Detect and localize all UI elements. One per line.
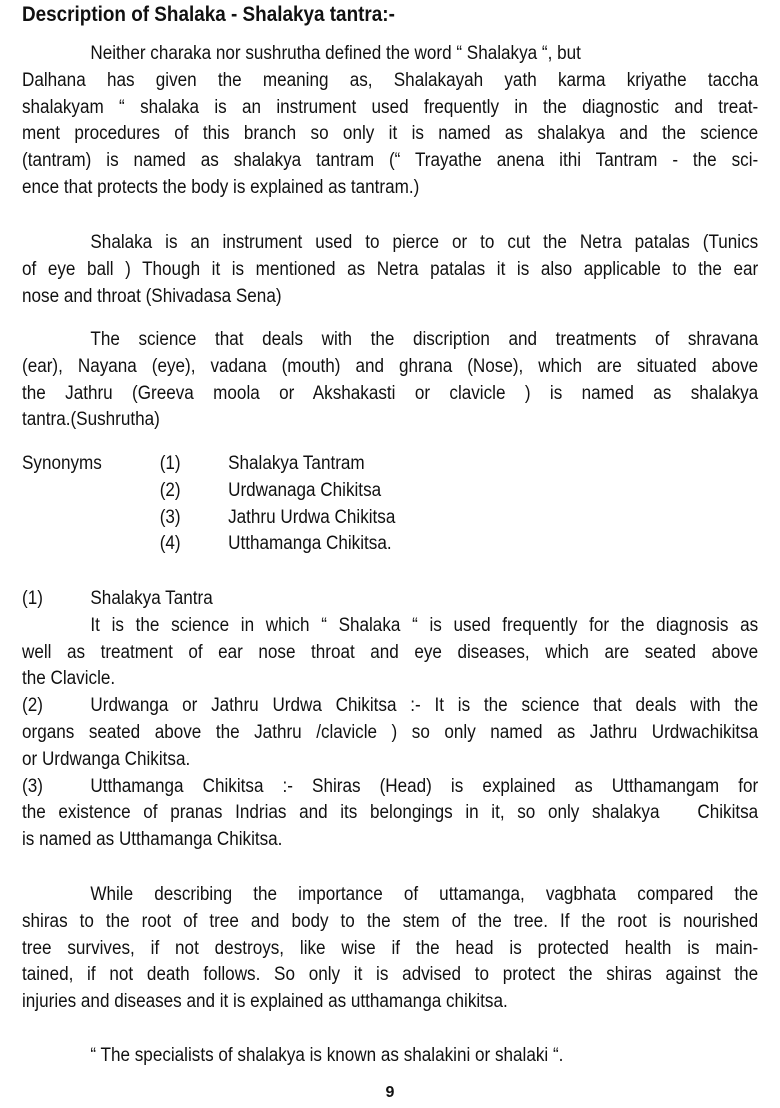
text-line: injuries and diseases and it is explained as utthamanga chikitsa. bbox=[22, 991, 508, 1013]
text-line: is named as Utthamanga Chikitsa. bbox=[22, 829, 283, 851]
list-number: (2) bbox=[22, 695, 43, 717]
text-line: tree survives, if not destroys, like wise if the head is protected health is main- bbox=[22, 937, 759, 959]
text-line: nose and throat (Shivadasa Sena) bbox=[22, 285, 282, 307]
synonym-text: Jathru Urdwa Chikitsa bbox=[228, 506, 396, 528]
text-line: (ear), Nayana (eye), vadana (mouth) and ghrana (Nose), which are situated above bbox=[22, 355, 759, 377]
list-heading: Urdwanga or Jathru Urdwa Chikitsa :- It is the science that deals with the bbox=[90, 695, 759, 717]
synonym-row bbox=[22, 451, 758, 478]
text-line: The science that deals with the discription and treatments of shravana bbox=[90, 329, 759, 350]
text-line: well as treatment of ear nose throat and eye diseases, which are seated above bbox=[22, 641, 759, 663]
text-line: of eye ball ) Though it is mentioned as Netra patalas it is also applicable to the ear bbox=[22, 258, 759, 280]
section-heading: Description of Shalaka - Shalakya tantra:- bbox=[22, 3, 395, 26]
text-line: shiras to the root of tree and body to the stem of the tree. If the root is nourished bbox=[22, 910, 759, 932]
synonym-row bbox=[22, 505, 758, 532]
list-heading: Shalakya Tantra bbox=[90, 588, 213, 609]
synonym-number: (4) bbox=[159, 533, 181, 555]
synonym-text: Urdwanaga Chikitsa bbox=[228, 479, 382, 501]
text-line: the existence of pranas Indrias and its belongings in it, so only shalakya Chikitsa bbox=[22, 802, 759, 824]
page-number: 9 bbox=[385, 1084, 395, 1101]
paragraph-definition bbox=[22, 41, 758, 202]
text-line: or Urdwanga Chikitsa. bbox=[22, 748, 191, 770]
synonyms-list bbox=[22, 451, 758, 558]
synonyms-label: Synonyms bbox=[22, 453, 102, 474]
text-line: It is the science in which “ Shalaka “ is used frequently for the diagnosis as bbox=[90, 614, 759, 636]
text-line: tantra.(Sushrutha) bbox=[22, 409, 160, 431]
synonym-number: (1) bbox=[159, 453, 181, 474]
paragraph-science bbox=[22, 327, 758, 434]
text-line: Neither charaka nor sushrutha defined the word “ Shalakya “, but bbox=[90, 43, 581, 64]
paragraph-shalaka bbox=[22, 230, 758, 310]
synonym-text: Shalakya Tantram bbox=[228, 453, 365, 474]
text-line: Dalhana has given the meaning as, Shalakayah yath karma kriyathe taccha bbox=[22, 69, 759, 91]
text-line: organs seated above the Jathru /clavicle ) so only named as Jathru Urdwachikitsa bbox=[22, 721, 759, 743]
text-line: the Clavicle. bbox=[22, 668, 116, 690]
synonym-row bbox=[22, 478, 758, 505]
text-line: (tantram) is named as shalakya tantram (“ Trayathe anena ithi Tantram - the sci- bbox=[22, 150, 759, 172]
text-line: tained, if not death follows. So only it is advised to protect the shiras against the bbox=[22, 964, 759, 986]
text-line: While describing the importance of uttamanga, vagbhata compared the bbox=[90, 884, 759, 905]
text-line: the Jathru (Greeva moola or Akshakasti or clavicle ) is named as shalakya bbox=[22, 382, 759, 404]
text-line: ment procedures of this branch so only it is named as shalakya and the science bbox=[22, 123, 759, 145]
quote-line: “ The specialists of shalakya is known as shalakini or shalaki “. bbox=[90, 1045, 564, 1066]
paragraph-uttamanga bbox=[22, 882, 758, 1016]
list-item-heading bbox=[22, 586, 758, 613]
synonym-row bbox=[22, 531, 758, 558]
text-line: Shalaka is an instrument used to pierce or to cut the Netra patalas (Tunics bbox=[90, 232, 759, 253]
text-line: shalakyam “ shalaka is an instrument used frequently in the diagnostic and treat- bbox=[22, 96, 759, 118]
synonym-number: (3) bbox=[159, 506, 181, 528]
numbered-explanations bbox=[22, 586, 758, 854]
text-line: ence that protects the body is explained as tantram.) bbox=[22, 176, 420, 198]
list-item-heading bbox=[22, 693, 758, 720]
list-number: (1) bbox=[22, 588, 43, 609]
synonym-number: (2) bbox=[159, 479, 181, 501]
list-number: (3) bbox=[22, 775, 43, 797]
list-item-heading bbox=[22, 774, 758, 801]
closing-quote bbox=[22, 1043, 758, 1070]
synonym-text: Utthamanga Chikitsa. bbox=[228, 533, 392, 555]
list-heading: Utthamanga Chikitsa :- Shiras (Head) is explained as Utthamangam for bbox=[90, 775, 759, 797]
